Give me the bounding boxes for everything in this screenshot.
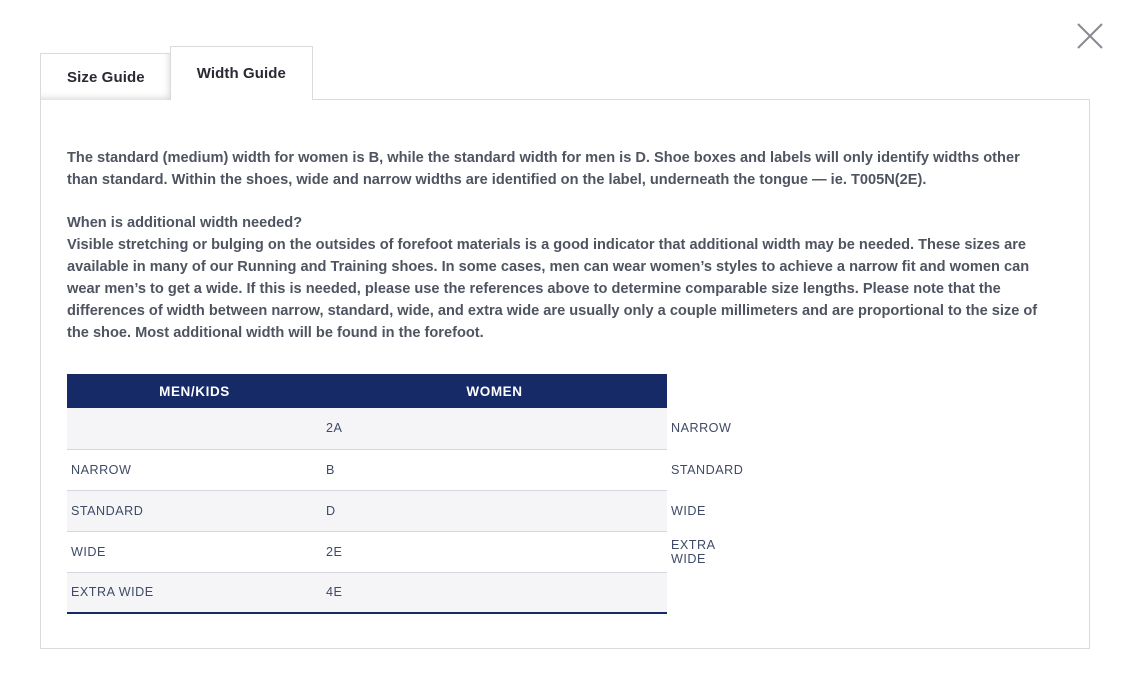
table-header-row	[67, 374, 667, 408]
tab-width-guide-label: Width Guide	[196, 65, 286, 82]
tab-size-guide[interactable]	[40, 53, 171, 100]
cell-men: NARROW	[67, 449, 322, 490]
cell-code: 4E	[322, 572, 667, 613]
cell-men: WIDE	[67, 531, 322, 572]
tab-width-guide[interactable]	[170, 46, 313, 100]
question-heading: When is additional width needed?	[67, 215, 303, 231]
cell-men	[67, 408, 322, 449]
answer-text: Visible stretching or bulging on the outsides of forefoot materials is a good indicator that additional width may be needed. These sizes are available in many of our Running and Training shoes. In some cases, men can wear women’s styles to achieve a narrow fit and women can wear men’s to get a wide. If this is needed, please use the references above to determine comparable size lengths. Please note that the differences of width between narrow, standard, wide, and extra wide are usually only a couple millimeters and are proportional to the size of the shoe. Most additional width will be found in the forefoot.	[67, 237, 1038, 341]
table-header-women: WOMEN	[322, 374, 667, 408]
close-icon[interactable]	[1070, 16, 1110, 56]
guide-tabs	[40, 46, 313, 100]
table-row: STANDARD D WIDE	[67, 490, 667, 531]
cell-code: 2A	[322, 408, 667, 449]
intro-paragraph: The standard (medium) width for women is B, while the standard width for men is D. Shoe boxes and labels will only identify widths other than standard. Within the shoes, wide and narrow widths are identified on the label, underneath the tongue — ie. T005N(2E).	[67, 150, 1020, 188]
table-row: NARROW B STANDARD	[67, 449, 667, 490]
width-guide-panel	[40, 99, 1090, 649]
width-comparison-table	[67, 374, 744, 614]
table-head	[67, 374, 667, 408]
table-row	[67, 572, 667, 613]
table-row: WIDE 2E EXTRA WIDE	[67, 531, 667, 572]
question-block	[67, 212, 1049, 344]
cell-code: B	[322, 449, 667, 490]
cell-code: D	[322, 490, 667, 531]
table-row: 2A NARROW	[67, 408, 667, 449]
cell-code: 2E	[322, 531, 667, 572]
table-body	[67, 408, 744, 613]
cell-men: EXTRA WIDE	[67, 572, 322, 613]
cell-men: STANDARD	[67, 490, 322, 531]
tab-size-guide-label: Size Guide	[67, 68, 145, 86]
table-header-men-kids: MEN/KIDS	[67, 374, 322, 408]
panel-content	[41, 100, 1089, 614]
